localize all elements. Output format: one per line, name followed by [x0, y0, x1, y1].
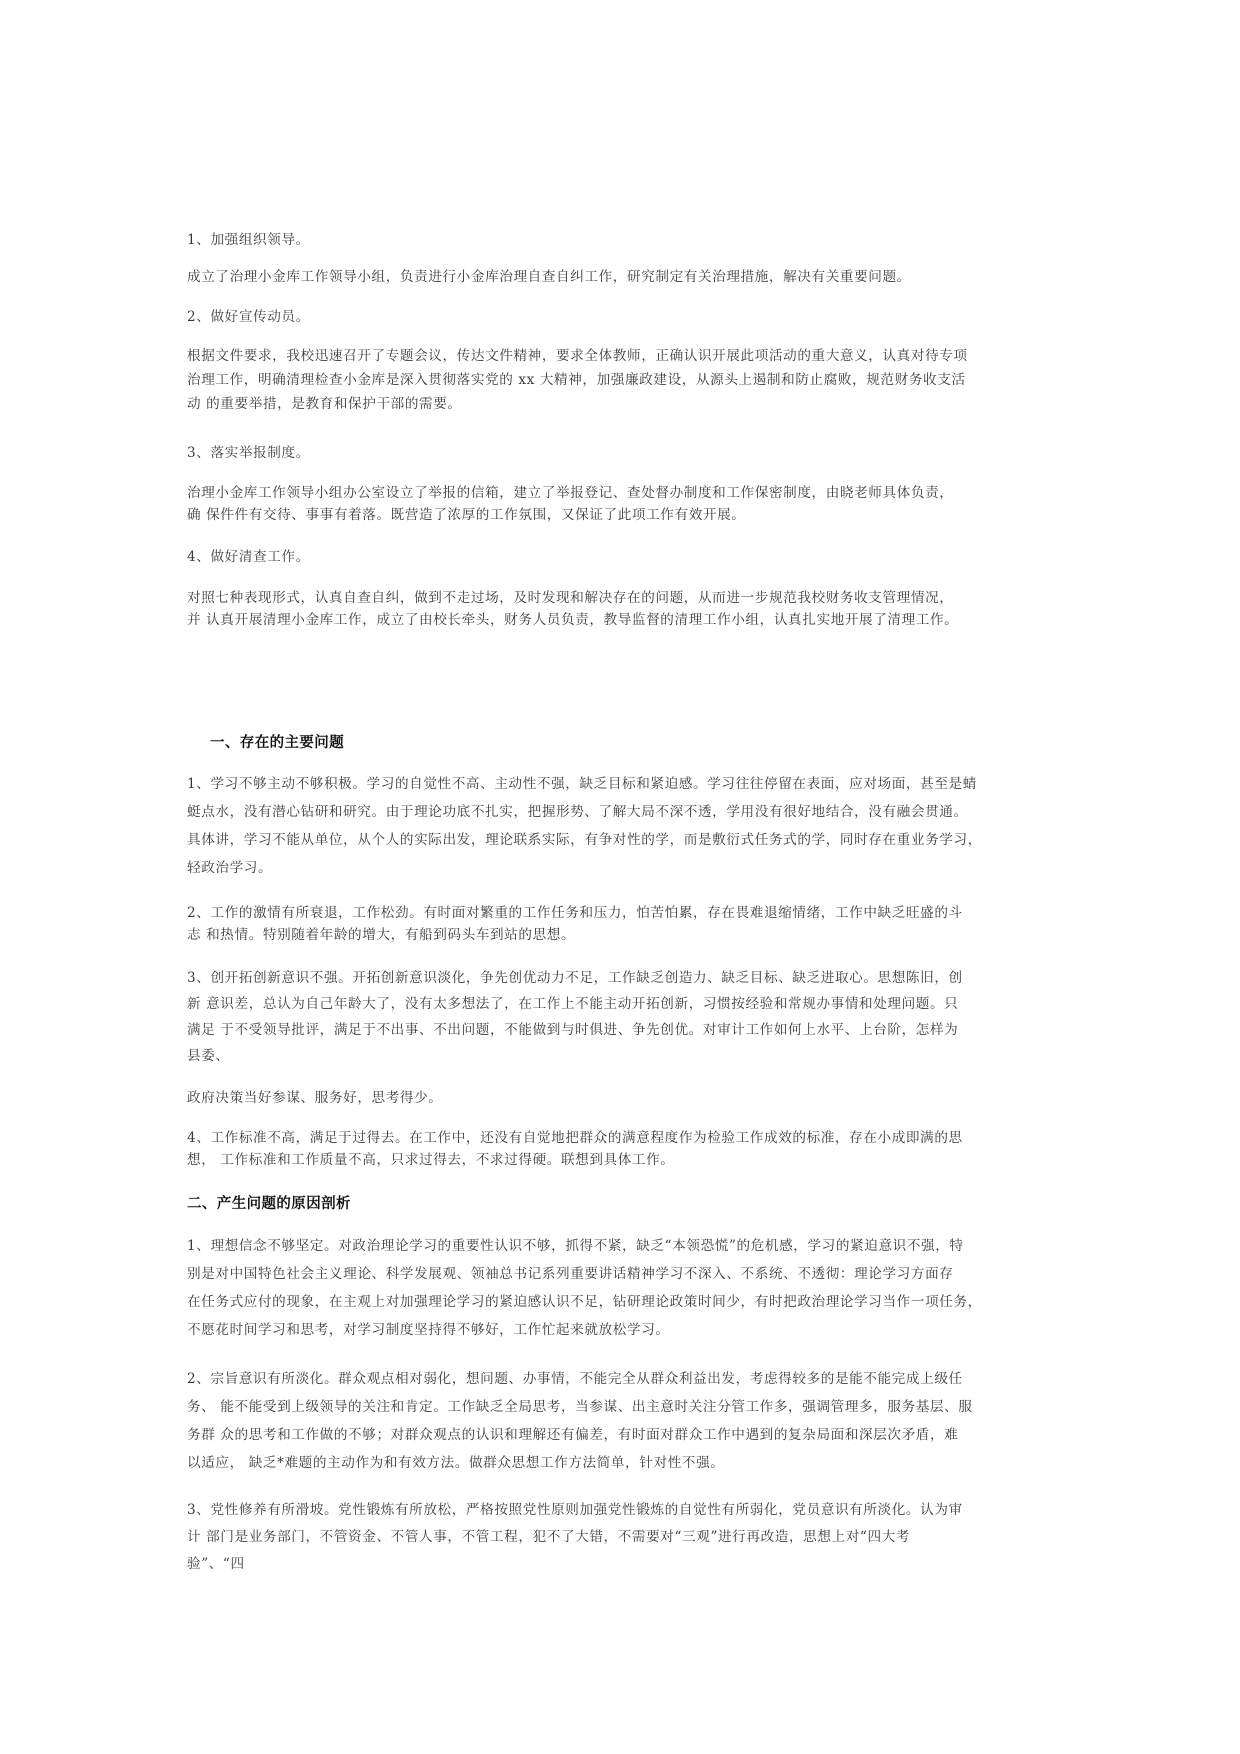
- cause-3: 3、党性修养有所滑坡。党性锻炼有所放松，严格按照党性原则加强党性锻炼的自觉性有所弱化，党员意识有所淡化。认为审 计 部门是业务部门，不管资金、不管人事，不管工程，犯不了大错，不需要对“三观”进行再改造，思想上对“四大考 验”、“四: [187, 1502, 963, 1572]
- problem-3-continued: 政府决策当好参谋、服务好，思考得少。: [187, 1090, 443, 1106]
- item4-title: 4、做好清查工作。: [187, 549, 310, 565]
- item2-title: 2、做好宣传动员。: [187, 309, 310, 325]
- problem-3: 3、创开拓创新意识不强。开拓创新意识淡化，争先创优动力不足，工作缺乏创造力、缺乏目标、缺乏进取心。思想陈旧，创 新 意识差，总认为自己年龄大了，没有太多想法了，在工作上不能主动开拓创新，习惯按经验和常规办事情和处理问题。只 满足 于不受领导批评，满足于不出事、不出问题，不能做到与时俱进、争先创优。对审计工作如何上水平、上台阶，怎样为 县委、: [187, 970, 963, 1064]
- cause-2: 2、宗旨意识有所淡化。群众观点相对弱化，想问题、办事情，不能完全从群众利益出发，考虑得较多的是能不能完成上级任 务、 能不能受到上级领导的关注和肯定。工作缺乏全局思考，当参谋、出主意时关注分管工作多，强调管理多，服务基层、服 务群 众的思考和工作做的不够；对群众观点的认识和理解还有偏差，有时面对群众工作中遇到的复杂局面和深层次矛盾，难 以适应， 缺乏*难题的主动作为和有效方法。做群众思想工作方法简单，针对性不强。: [187, 1371, 973, 1471]
- item4-body: 对照七种表现形式，认真自查自纠，做到不走过场，及时发现和解决存在的问题，从而进一步规范我校财务收支管理情况， 并 认真开展清理小金库工作，成立了由校长牵头，财务人员负责，教导监督的清理工作小组，认真扎实地开展了清理工作。: [187, 590, 959, 628]
- problem-4: 4、工作标准不高，满足于过得去。在工作中，还没有自觉地把群众的满意程度作为检验工作成效的标准，存在小成即满的思 想， 工作标准和工作质量不高，只求过得去，不求过得硬。联想到具体工作。: [187, 1130, 963, 1168]
- item2-body: 根据文件要求，我校迅速召开了专题会议，传达文件精神，要求全体教师，正确认识开展此项活动的重大意义，认真对待专项 治理工作，明确清理检查小金库是深入贯彻落实党的 xx 大精神，加强廉政建设，从源头上遏制和防止腐败，规范财务收支活 动 的重要举措，是教育和保护干部的需要。: [187, 348, 968, 412]
- item1-body: 成立了治理小金库工作领导小组，负责进行小金库治理自查自纠工作，研究制定有关治理措施，解决有关重要问题。: [187, 269, 911, 285]
- cause-1: 1、理想信念不够坚定。对政治理论学习的重要性认识不够，抓得不紧，缺乏“本领恐慌”的危机感，学习的紧迫意识不强，特 别是对中国特色社会主义理论、科学发展观、领袖总书记系列重要讲话精神学习不深入、不系统、不透彻：理论学习方面存 在任务式应付的现象，在主观上对加强理论学习的紧迫感认识不足，钻研理论政策时间少，有时把政治理论学习当作一项任务， 不愿花时间学习和思考，对学习制度坚持得不够好，工作忙起来就放松学习。: [187, 1238, 982, 1338]
- item3-body: 治理小金库工作领导小组办公室设立了举报的信箱，建立了举报登记、查处督办制度和工作保密制度，由晓老师具体负责， 确 保件件有交待、事事有着落。既营造了浓厚的工作氛围，又保证了此项工作有效开展。: [187, 485, 954, 523]
- problem-2: 2、工作的激情有所衰退，工作松劲。有时面对繁重的工作任务和压力，怕苦怕累，存在畏难退缩情绪，工作中缺乏旺盛的斗 志 和热情。特别随着年龄的增大，有船到码头车到站的思想。: [187, 905, 963, 943]
- section-heading-causes: 二、产生问题的原因剖析: [187, 1196, 351, 1212]
- problem-1: 1、学习不够主动不够积极。学习的自觉性不高、主动性不强，缺乏目标和紧迫感。学习往往停留在表面，应对场面，甚至是蜻 蜓点水，没有潜心钻研和研究。由于理论功底不扎实，把握形势、了解大局不深不透，学用没有很好地结合，没有融会贯通。 具体讲，学习不能从单位，从个人的实际出发，理论联系实际，有争对性的学，而是敷衍式任务式的学，同时存在重业务学习， 轻政治学习。: [187, 776, 982, 876]
- section-heading-problems: 一、存在的主要问题: [210, 735, 345, 751]
- item3-title: 3、落实举报制度。: [187, 445, 310, 461]
- item1-title: 1、加强组织领导。: [187, 232, 310, 248]
